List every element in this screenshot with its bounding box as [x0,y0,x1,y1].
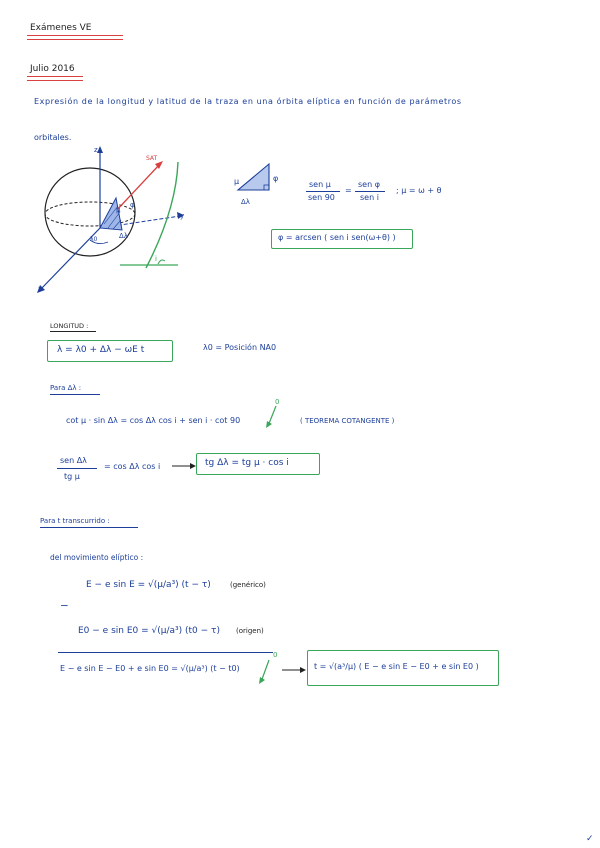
orbit-diagram [28,140,218,300]
page-title: Exámenes VE [30,23,92,33]
dlambda-after-frac: = cos Δλ cos i [104,462,161,471]
sine-num-2: sen φ [358,180,380,189]
para-dlambda-underline [50,394,100,395]
time-formula-box [307,650,499,686]
label-i: i [155,255,157,263]
label-lambda0: λ0 [90,236,98,243]
tg-dlambda-box [196,453,320,475]
phi-formula-box [271,229,413,249]
subtraction-line [58,652,273,653]
equals-1: = [345,186,352,195]
triangle-phi: φ [273,174,279,183]
triangle-mu: μ [234,177,240,186]
phi-formula: φ = arcsen ( sen i sen(ω+θ) ) [278,233,396,242]
tg-dlambda-formula: tg Δλ = tg μ · cos i [205,458,289,468]
longitud-box [47,340,173,362]
page-check-mark: ✓ [586,834,594,844]
implies-arrow-2 [281,665,307,675]
dlambda-frac-bar [57,468,97,469]
sine-den-2: sen i [360,193,379,202]
label-phi-diagram: φ [130,201,135,209]
label-sat: SAT [146,155,158,162]
strike-arrow-2 [255,658,273,686]
time-formula: t = √(a³/μ) ( E − e sin E − E0 + e sin E0 ) [314,662,479,671]
kepler-eq-1-note: (genérico) [230,581,266,589]
sine-num-1: sen μ [309,180,331,189]
longitud-underline [50,331,96,332]
label-dlambda-diagram: Δλ [119,232,128,240]
sine-tail: ; μ = ω + θ [396,186,442,195]
section-heading: Julio 2016 [30,64,75,74]
problem-line-1: Expresión de la longitud y latitud de la traza en una órbita elíptica en función de parámetros [34,97,462,106]
label-x: x [38,285,43,293]
para-dlambda-heading: Para Δλ : [50,384,82,392]
dlambda-frac-den: tg μ [64,472,80,481]
triangle-dlambda: Δλ [241,198,250,206]
minus-sign: − [60,600,69,612]
label-mu-diagram: μ [116,206,121,214]
kepler-eq-2: E0 − e sin E0 = √(μ/a³) (t0 − τ) [78,626,220,636]
kepler-eq-2-note: (origen) [236,627,264,635]
para-t-underline [40,527,138,528]
kepler-eq-3: E − e sin E − E0 + e sin E0 = √(μ/a³) (t − t0) [60,664,240,673]
dlambda-frac-num: sen Δλ [60,456,87,465]
title-underline [27,35,123,36]
para-t-heading: Para t transcurrido : [40,517,110,525]
strike-arrow-1 [262,404,280,430]
title-underline-2 [27,39,123,40]
problem-line-2: orbitales. [34,133,72,142]
para-t-subheading: del movimiento elíptico : [50,553,144,562]
label-y: y [180,212,185,220]
longitud-heading: LONGITUD : [50,322,89,330]
theorem-note: ( TEOREMA COTANGENTE ) [300,417,395,425]
longitud-note: λ0 = Posición NA0 [203,343,277,352]
kepler-eq-1: E − e sin E = √(μ/a³) (t − τ) [86,580,211,590]
zero-mark-2: 0 [273,651,278,659]
section-underline-2 [27,80,83,81]
longitud-formula: λ = λ0 + Δλ − ωE t [57,345,145,355]
orbit-arc [146,162,178,268]
cot-formula: cot μ · sin Δλ = cos Δλ cos i + sen i · cot 90 [66,416,241,425]
zero-mark-1: 0 [275,398,280,406]
sine-den-1: sen 90 [308,193,335,202]
implies-arrow-1 [171,461,197,471]
label-z: z [94,146,98,154]
section-underline [27,76,83,77]
